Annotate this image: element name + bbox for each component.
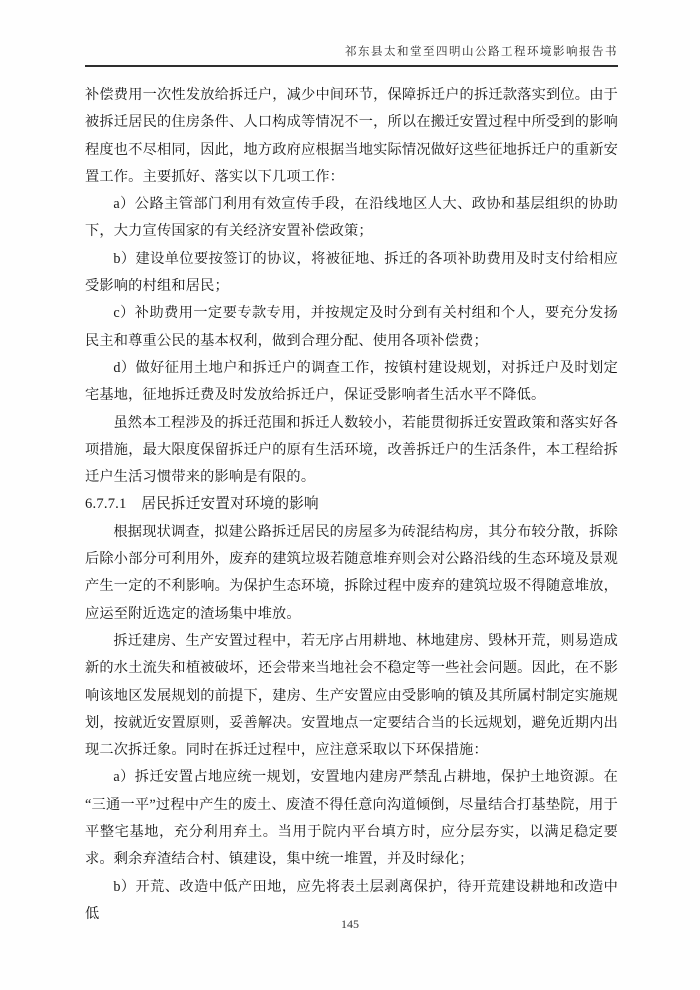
header-rule — [85, 65, 618, 67]
paragraph-item-c-funds: c）补助费用一定要专款专用，并按规定及时分到有关村组和个人，要充分发扬民主和尊重公民的基本权利，做到合理分配、使用各项补偿费； — [85, 305, 618, 349]
paragraph-item-a-publicity: a）公路主管部门利用有效宣传手段，在沿线地区人大、政协和基层组织的协助下，大力宣传国家的有关经济安置补偿政策； — [85, 196, 618, 240]
paragraph-resettlement-planning: 拆迁建房、生产安置过程中，若无序占用耕地、林地建房、毁林开荒，则易造成新的水土流失和植被破坏，还会带来当地社会不稳定等一些社会问题。因此，在不影响该地区发展规划的前提下，建房、生产安置应由受影响的镇及其所属村制定实施规划，按就近安置原则，妥善解决。安置地点一定要结合当的长远规划，避免近期内出现二次拆迁象。同时在拆迁过程中，应注意采取以下环保措施： — [85, 632, 618, 759]
section-heading-6-7-7-1: 6.7.7.1 居民拆迁安置对环境的影响 — [85, 496, 319, 513]
paragraph-measure-a-land-use: a）拆迁安置占地应统一规划，安置地内建房严禁乱占耕地，保护土地资源。在“三通一平”过程中产生的废土、废渣不得任意向沟道倾倒，尽量结合打基垫院，用于平整宅基地，充分利用弃土。当用于院内平台填方时，应分层夯实，以满足稳定要求。剩余弃渣结合村、镇建设，集中统一堆置，并及时绿化； — [85, 769, 618, 868]
paragraph-measure-b-topsoil: b）开荒、改造中低产田地，应先将表土层剥离保护，待开荒建设耕地和改造中低 — [85, 878, 618, 922]
paragraph-item-d-survey: d）做好征用土地户和拆迁户的调查工作，按镇村建设规划，对拆迁户及时划定宅基地，征地拆迁费及时发放给拆迁户，保证受影响者生活水平不降低。 — [85, 359, 618, 404]
paragraph-item-b-payment: b）建设单位要按签订的协议，将被征地、拆迁的各项补助费用及时支付给相应受影响的村组和居民； — [85, 250, 618, 295]
paragraph-demolition-waste: 根据现状调查，拟建公路拆迁居民的房屋多为砖混结构房，其分布较分散，拆除后除小部分可利用外，废弃的建筑垃圾若随意堆弃则会对公路沿线的生态环境及景观产生一定的不利影响。为保护生态环境，拆除过程中废弃的建筑垃圾不得随意堆放，应运至附近选定的渣场集中堆放。 — [85, 523, 618, 622]
header-title: 祁东县太和堂至四明山公路工程环境影响报告书 — [345, 46, 618, 58]
paragraph-scope-conclusion: 虽然本工程涉及的拆迁范围和拆迁人数较小，若能贯彻拆迁安置政策和落实好各项措施，最大限度保留拆迁户的原有生活环境，改善拆迁户的生活条件，本工程给拆迁户生活习惯带来的影响是有限的。 — [85, 414, 618, 486]
paragraph-compensation-continuation: 补偿费用一次性发放给拆迁户，减少中间环节，保障拆迁户的拆迁款落实到位。由于被拆迁居民的住房条件、人口构成等情况不一，所以在搬迁安置过程中所受到的影响程度也不尽相同，因此，地方政府应根据当地实际情况做好这些征地拆迁户的重新安置工作。主要抓好、落实以下几项工作： — [85, 87, 618, 185]
document-body — [85, 82, 618, 928]
page-number: 145 — [341, 917, 359, 931]
